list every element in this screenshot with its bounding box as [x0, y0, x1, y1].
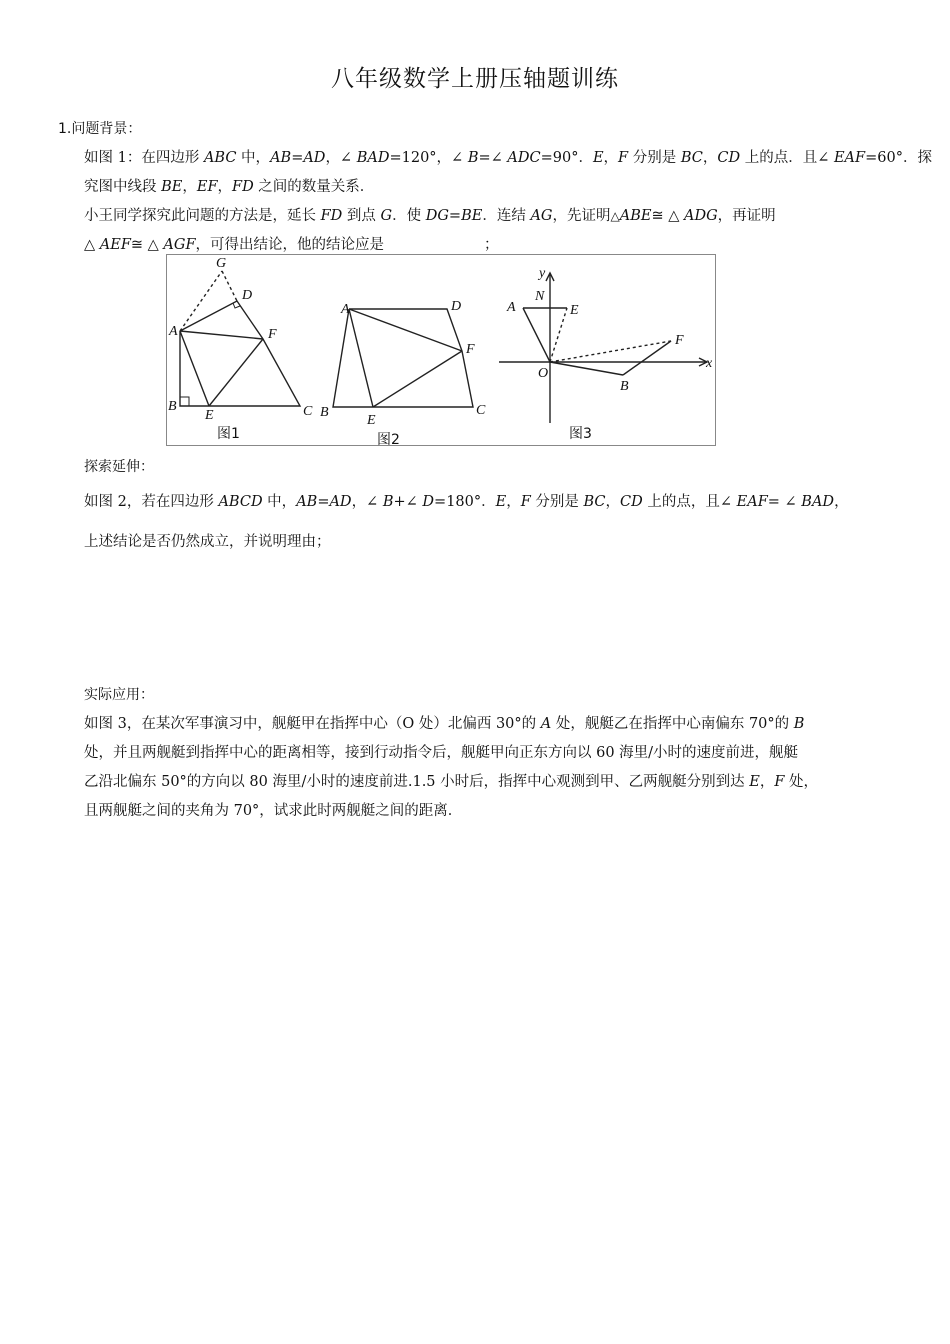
math-run: F: [618, 150, 629, 166]
fig1-segment-ae: [180, 331, 209, 406]
math-run: BC: [583, 494, 606, 510]
fig1-quadrilateral: [180, 301, 300, 406]
math-run: ABC: [203, 150, 237, 166]
fig3-segment-of: [550, 341, 671, 362]
apply-line-4: 且两舰艇之间的夹角为 70°，试求此时两舰艇之间的距离．: [84, 803, 463, 819]
fig3-label-f: F: [675, 333, 684, 348]
background-line-1: [84, 146, 932, 167]
fig1-right-angle-b: [180, 397, 189, 406]
figures-drawing: [167, 255, 717, 447]
explore-line-1: [84, 490, 849, 511]
text-run: = ∠: [767, 494, 802, 510]
fig3-label-e: E: [570, 303, 579, 318]
text-run: ，: [506, 494, 521, 510]
text-run: ，再证明: [717, 208, 776, 224]
text-run: 如图 3，在某次军事演习中，舰艇甲在指挥中心（O 处）北偏西 30°的: [84, 716, 541, 732]
fig3-label-b: B: [620, 379, 629, 394]
text-run: 中，: [262, 494, 297, 510]
text-run: 乙沿北偏东 50°的方向以 80 海里/小时的速度前进.1.5 小时后，指挥中心观测到甲、乙两舰艇分别到达: [84, 774, 750, 790]
figures-panel: [166, 254, 716, 446]
fig3-caption: 图3: [569, 426, 592, 442]
text-run: 分别是: [530, 494, 584, 510]
apply-line-3: [84, 770, 818, 791]
figure-1: [180, 271, 300, 406]
math-run: F: [520, 494, 531, 510]
math-run: EF: [196, 179, 218, 195]
page-title: 八年级数学上册压轴题训练: [331, 66, 619, 92]
text-run: ，先证明: [552, 208, 611, 224]
fig3-label-a: A: [507, 300, 516, 315]
apply-line-2: 处，并且两舰艇到指挥中心的距离相等，接到行动指令后，舰艇甲向正东方向以 60 海里/小时的速度前进，舰艇: [84, 745, 799, 761]
fig1-label-c: C: [303, 404, 313, 419]
math-run: FD: [232, 179, 254, 195]
math-run: BAD: [801, 494, 835, 510]
fig1-label-b: B: [168, 399, 177, 414]
fig1-segment-ag: [180, 271, 222, 331]
math-run: AB=AD: [270, 150, 326, 166]
fig3-label-n: N: [535, 289, 545, 304]
text-run: ，: [605, 494, 621, 510]
fig2-label-f: F: [466, 342, 475, 357]
text-run: 如图 2，若在四边形: [84, 494, 219, 510]
fig1-label-f: F: [268, 327, 277, 342]
explore-line-2: 上述结论是否仍然成立，并说明理由；: [84, 534, 331, 550]
background-line-4: [84, 233, 499, 254]
fig1-segment-gd: [222, 271, 237, 301]
text-run: ，: [759, 774, 775, 790]
text-run: ．连结: [482, 208, 531, 224]
fig1-segment-af: [180, 331, 263, 339]
text-run: ，∠: [351, 494, 383, 510]
math-run: ADC: [507, 150, 541, 166]
math-run: AGF: [163, 237, 196, 253]
math-run: F: [774, 774, 785, 790]
math-run: G: [380, 208, 393, 224]
fig3-label-o: O: [538, 366, 549, 381]
fig3-segment-oe: [550, 308, 567, 362]
fig3-segment-ob: [550, 362, 623, 375]
fig1-segment-ef: [209, 339, 263, 406]
math-run: E: [749, 774, 760, 790]
apply-line-1: [84, 712, 804, 733]
math-run: AEF: [99, 237, 131, 253]
text-run: ≅ △: [130, 237, 164, 253]
text-run: 处，舰艇乙在指挥中心南偏东 70°的: [551, 716, 794, 732]
math-run: ABCD: [218, 494, 263, 510]
math-run: E: [495, 494, 507, 510]
explore-heading: 探索延伸：: [84, 459, 154, 475]
text-run: ≅ △: [651, 208, 684, 224]
math-run: A: [540, 716, 552, 732]
text-run: ，: [603, 150, 619, 166]
figure-3: [499, 273, 707, 423]
fig1-label-g: G: [216, 256, 227, 271]
fig2-label-a: A: [341, 302, 350, 317]
fig3-segment-bf: [623, 341, 671, 375]
text-run: 上的点．且∠: [740, 150, 834, 166]
figure-2: [333, 309, 473, 407]
text-run: 如图 1：在四边形: [84, 150, 204, 166]
fig2-label-d: D: [451, 299, 462, 314]
fig1-caption: 图1: [217, 426, 240, 442]
text-run: ；: [484, 237, 499, 253]
triangle-symbol: △: [610, 209, 620, 223]
background-line-2: [84, 175, 374, 196]
text-run: 中，: [236, 150, 271, 166]
text-run: △: [84, 237, 100, 253]
fig1-label-e: E: [205, 408, 214, 423]
text-run: ，∠: [325, 150, 357, 166]
text-run: 处，: [784, 774, 819, 790]
fig1-label-d: D: [242, 288, 253, 303]
text-run: 到点: [342, 208, 381, 224]
math-run: EAF: [833, 150, 866, 166]
fig3-segment-ao: [523, 308, 550, 362]
fig2-label-b: B: [320, 405, 329, 420]
text-run: ，可得出结论，他的结论应是: [195, 237, 385, 253]
math-run: BE: [161, 179, 183, 195]
text-run: =120°，∠: [389, 150, 468, 166]
text-run: ，: [702, 150, 718, 166]
math-run: CD: [717, 150, 741, 166]
math-run: AB=AD: [296, 494, 352, 510]
background-line-3: [84, 204, 776, 225]
text-run: 究图中线段: [84, 179, 162, 195]
math-run: B: [382, 494, 394, 510]
text-run: ．使: [392, 208, 426, 224]
text-run: 分别是: [628, 150, 681, 166]
text-run: =60°．探: [865, 150, 932, 166]
math-run: EAF: [736, 494, 768, 510]
math-run: E: [592, 150, 604, 166]
text-run: 之间的数量关系．: [253, 179, 375, 195]
text-run: ，: [834, 494, 849, 510]
text-run: =∠: [478, 150, 508, 166]
fig2-caption: 图2: [377, 432, 400, 447]
text-run: ，: [217, 179, 233, 195]
fig2-label-c: C: [476, 403, 486, 418]
math-run: FD: [320, 208, 343, 224]
math-run: ADG: [683, 208, 718, 224]
problem-heading: 1.问题背景：: [58, 121, 142, 137]
math-run: CD: [620, 494, 643, 510]
fig2-segment-ae: [349, 309, 373, 407]
text-run: =90°．: [540, 150, 593, 166]
math-run: ABE: [619, 208, 652, 224]
math-run: B: [793, 716, 805, 732]
math-run: AG: [530, 208, 553, 224]
math-run: DG=BE: [425, 208, 483, 224]
fig1-label-a: A: [169, 324, 178, 339]
math-run: BC: [680, 150, 703, 166]
fig2-segment-ef: [373, 351, 462, 407]
apply-heading: 实际应用：: [84, 687, 154, 703]
math-run: BAD: [356, 150, 390, 166]
fig2-segment-af: [349, 309, 462, 351]
text-run: =180°．: [434, 494, 496, 510]
fig3-label-y: y: [539, 266, 546, 281]
fig3-label-x: x: [706, 356, 713, 371]
math-run: D: [422, 494, 435, 510]
text-run: +∠: [393, 494, 423, 510]
text-run: ，: [182, 179, 197, 195]
text-run: 小王同学探究此问题的方法是，延长: [84, 208, 321, 224]
math-run: B: [467, 150, 479, 166]
fig2-label-e: E: [367, 413, 376, 428]
text-run: 上的点，且∠: [642, 494, 737, 510]
